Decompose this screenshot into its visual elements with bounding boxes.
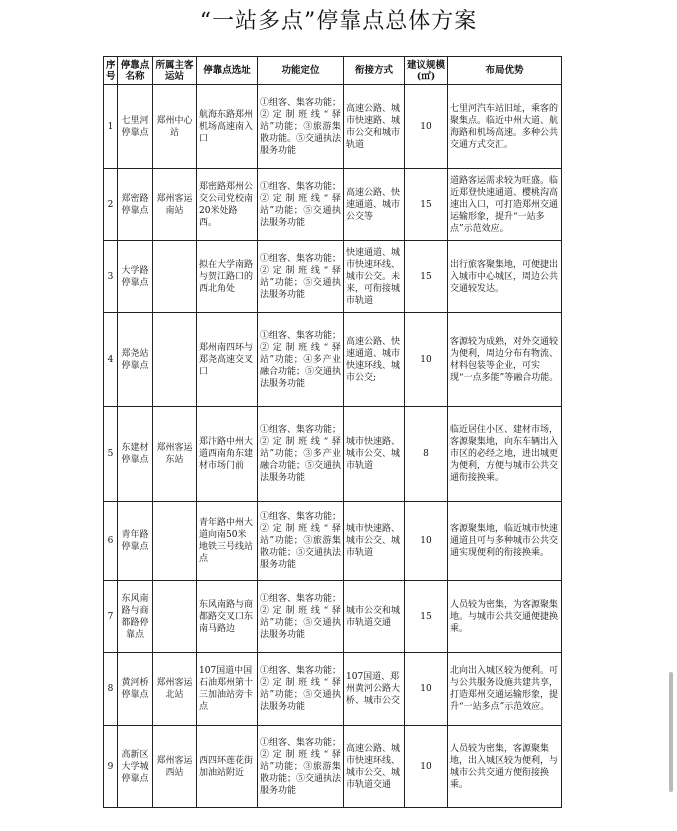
table-row xyxy=(104,169,562,241)
table-row xyxy=(104,581,562,653)
row-function: ①组客、集客功能；②定制班线“驿站”功能；⑤交通执法服务功能 xyxy=(258,581,344,653)
row-advantage: 客源较为成熟，对外交通较为便利，周边分布有物流、材料包装等企业，可实现“一点多能”等融合功能。 xyxy=(448,313,562,407)
row-name: 东风南路与商都路停靠点 xyxy=(118,581,153,653)
row-no: 4 xyxy=(104,313,118,407)
row-site: 东风南路与商都路交叉口东南马路边 xyxy=(197,581,258,653)
header-advantage: 布局优势 xyxy=(448,57,562,85)
header-no: 序号 xyxy=(104,57,118,85)
row-no: 2 xyxy=(104,169,118,241)
row-advantage: 七里河汽车站旧址，乘客的聚集点。临近中州大道、航海路和机场高速。多种公共交通方式交汇。 xyxy=(448,85,562,169)
row-function: ①组客、集客功能；②定制班线“驿站”功能；⑤交通执法服务功能 xyxy=(258,241,344,313)
row-function: ①组客、集客功能；②定制班线“驿站”功能；③旅游集散功能；⑤交通执法服务功能 xyxy=(258,726,344,808)
row-function: ①组客、集客功能；②定制班线“驿站”功能；⑤交通执法服务功能 xyxy=(258,653,344,726)
row-site: 郑汴路中州大道西南角东建材市场门前 xyxy=(197,407,258,502)
row-scale: 10 xyxy=(405,502,448,581)
plan-table xyxy=(103,56,562,808)
table-row xyxy=(104,313,562,407)
row-station xyxy=(153,581,197,653)
row-name: 七里河停靠点 xyxy=(118,85,153,169)
table-header-row xyxy=(104,57,562,85)
table-row xyxy=(104,653,562,726)
row-site: 青年路中州大道向南50米地铁三号线站点 xyxy=(197,502,258,581)
row-station xyxy=(153,241,197,313)
row-station xyxy=(153,313,197,407)
table-row xyxy=(104,85,562,169)
row-scale: 10 xyxy=(405,653,448,726)
row-name: 郑尧站停靠点 xyxy=(118,313,153,407)
row-connection: 城市公交和城市轨道交通 xyxy=(344,581,405,653)
row-advantage: 北向出入城区较为便利。可与公共服务设施共建共享，打造郑州交通运输形象，提升“一站多点”示范效应。 xyxy=(448,653,562,726)
page-title: “一站多点”停靠点总体方案 xyxy=(199,9,478,34)
row-function: ①组客、集客功能；②定制班线“驿站”功能；③旅游集散功能；⑤交通执法服务功能 xyxy=(258,502,344,581)
row-name: 大学路停靠点 xyxy=(118,241,153,313)
row-scale: 10 xyxy=(405,85,448,169)
row-name: 高新区大学城停靠点 xyxy=(118,726,153,808)
row-connection: 高速公路、快速通道、城市快速环线、城市公交; xyxy=(344,313,405,407)
row-function: ①组客、集客功能；②定制班线“驿站”功能；③旅游集散功能。⑤交通执法服务功能 xyxy=(258,85,344,169)
table-row xyxy=(104,407,562,502)
row-advantage: 人员较为密集，客源聚集地，出入城区较为便利，与城市公共交通方便衔接换乘。 xyxy=(448,726,562,808)
row-site: 航海东路郑州机场高速南入口 xyxy=(197,85,258,169)
row-station: 郑州客运南站 xyxy=(153,169,197,241)
header-scale: 建议规模(㎡) xyxy=(405,57,448,85)
row-scale: 15 xyxy=(405,581,448,653)
header-function: 功能定位 xyxy=(258,57,344,85)
row-function: ①组客、集客功能；②定制班线“驿站”功能；⑤交通执法服务功能 xyxy=(258,169,344,241)
row-site: 107国道中国石油郑州第十三加油站旁卡点 xyxy=(197,653,258,726)
row-connection: 城市快速路、城市公交、城市轨道 xyxy=(344,407,405,502)
row-no: 5 xyxy=(104,407,118,502)
row-no: 3 xyxy=(104,241,118,313)
row-advantage: 客源聚集地，临近城市快速通道且可与多种城市公共交通实现便利的衔接换乘。 xyxy=(448,502,562,581)
row-scale: 15 xyxy=(405,169,448,241)
row-site: 郑密路郑州公交公司党校南20米处路西。 xyxy=(197,169,258,241)
row-function: ①组客、集客功能；②定制班线“驿站”功能；④多产业融合功能；⑤交通执法服务功能 xyxy=(258,313,344,407)
header-station: 所属主客运站 xyxy=(153,57,197,85)
row-name: 青年路停靠点 xyxy=(118,502,153,581)
row-connection: 城市快速路、城市公交、城市轨道 xyxy=(344,502,405,581)
row-site: 郑州南四环与郑尧高速交叉口 xyxy=(197,313,258,407)
row-connection: 高速公路、城市快速环线、城市公交、城市轨道交通 xyxy=(344,726,405,808)
row-advantage: 临近居住小区、建材市场，客源聚集地，向东车辆出入市区的必经之地，进出城更为便利，方便与城市公共交通衔接换乘。 xyxy=(448,407,562,502)
row-site: 拟在大学南路与贺江路口的西北角处 xyxy=(197,241,258,313)
row-no: 7 xyxy=(104,581,118,653)
row-station: 郑州中心站 xyxy=(153,85,197,169)
table-row xyxy=(104,726,562,808)
header-name: 停靠点名称 xyxy=(118,57,153,85)
row-scale: 15 xyxy=(405,241,448,313)
row-scale: 8 xyxy=(405,407,448,502)
row-no: 6 xyxy=(104,502,118,581)
row-advantage: 人员较为密集，为客源聚集地。与城市公共交通便捷换乘。 xyxy=(448,581,562,653)
row-connection: 高速公路、城市快速路、城市公交和城市轨道 xyxy=(344,85,405,169)
table-row xyxy=(104,502,562,581)
row-connection: 高速公路、快速通道、城市公交等 xyxy=(344,169,405,241)
header-connection: 衔接方式 xyxy=(344,57,405,85)
row-station xyxy=(153,502,197,581)
row-no: 1 xyxy=(104,85,118,169)
row-name: 郑密路停靠点 xyxy=(118,169,153,241)
row-no: 9 xyxy=(104,726,118,808)
row-site: 西四环莲花街加油站附近 xyxy=(197,726,258,808)
row-scale: 10 xyxy=(405,313,448,407)
row-connection: 107国道、郑州黄河公路大桥、城市公交 xyxy=(344,653,405,726)
row-advantage: 出行旅客聚集地，可便捷出入城市中心城区，周边公共交通较发达。 xyxy=(448,241,562,313)
row-connection: 快速通道、城市快速环线、城市公交。未来，可衔接城市轨道 xyxy=(344,241,405,313)
row-station: 郑州客运东站 xyxy=(153,407,197,502)
table-row xyxy=(104,241,562,313)
scrollbar[interactable] xyxy=(669,672,673,792)
row-name: 东建材停靠点 xyxy=(118,407,153,502)
row-scale: 10 xyxy=(405,726,448,808)
row-function: ①组客、集客功能；②定制班线“驿站”功能；③多产业融合功能；⑤交通执法服务功能 xyxy=(258,407,344,502)
row-station: 郑州客运西站 xyxy=(153,726,197,808)
row-station: 郑州客运北站 xyxy=(153,653,197,726)
row-advantage: 道路客运需求较为旺盛。临近郑登快速通道、樱桃沟高速出入口，可打造郑州交通运输形象，提升“一站多点”示范效应。 xyxy=(448,169,562,241)
header-site: 停靠点选址 xyxy=(197,57,258,85)
row-no: 8 xyxy=(104,653,118,726)
row-name: 黄河桥停靠点 xyxy=(118,653,153,726)
